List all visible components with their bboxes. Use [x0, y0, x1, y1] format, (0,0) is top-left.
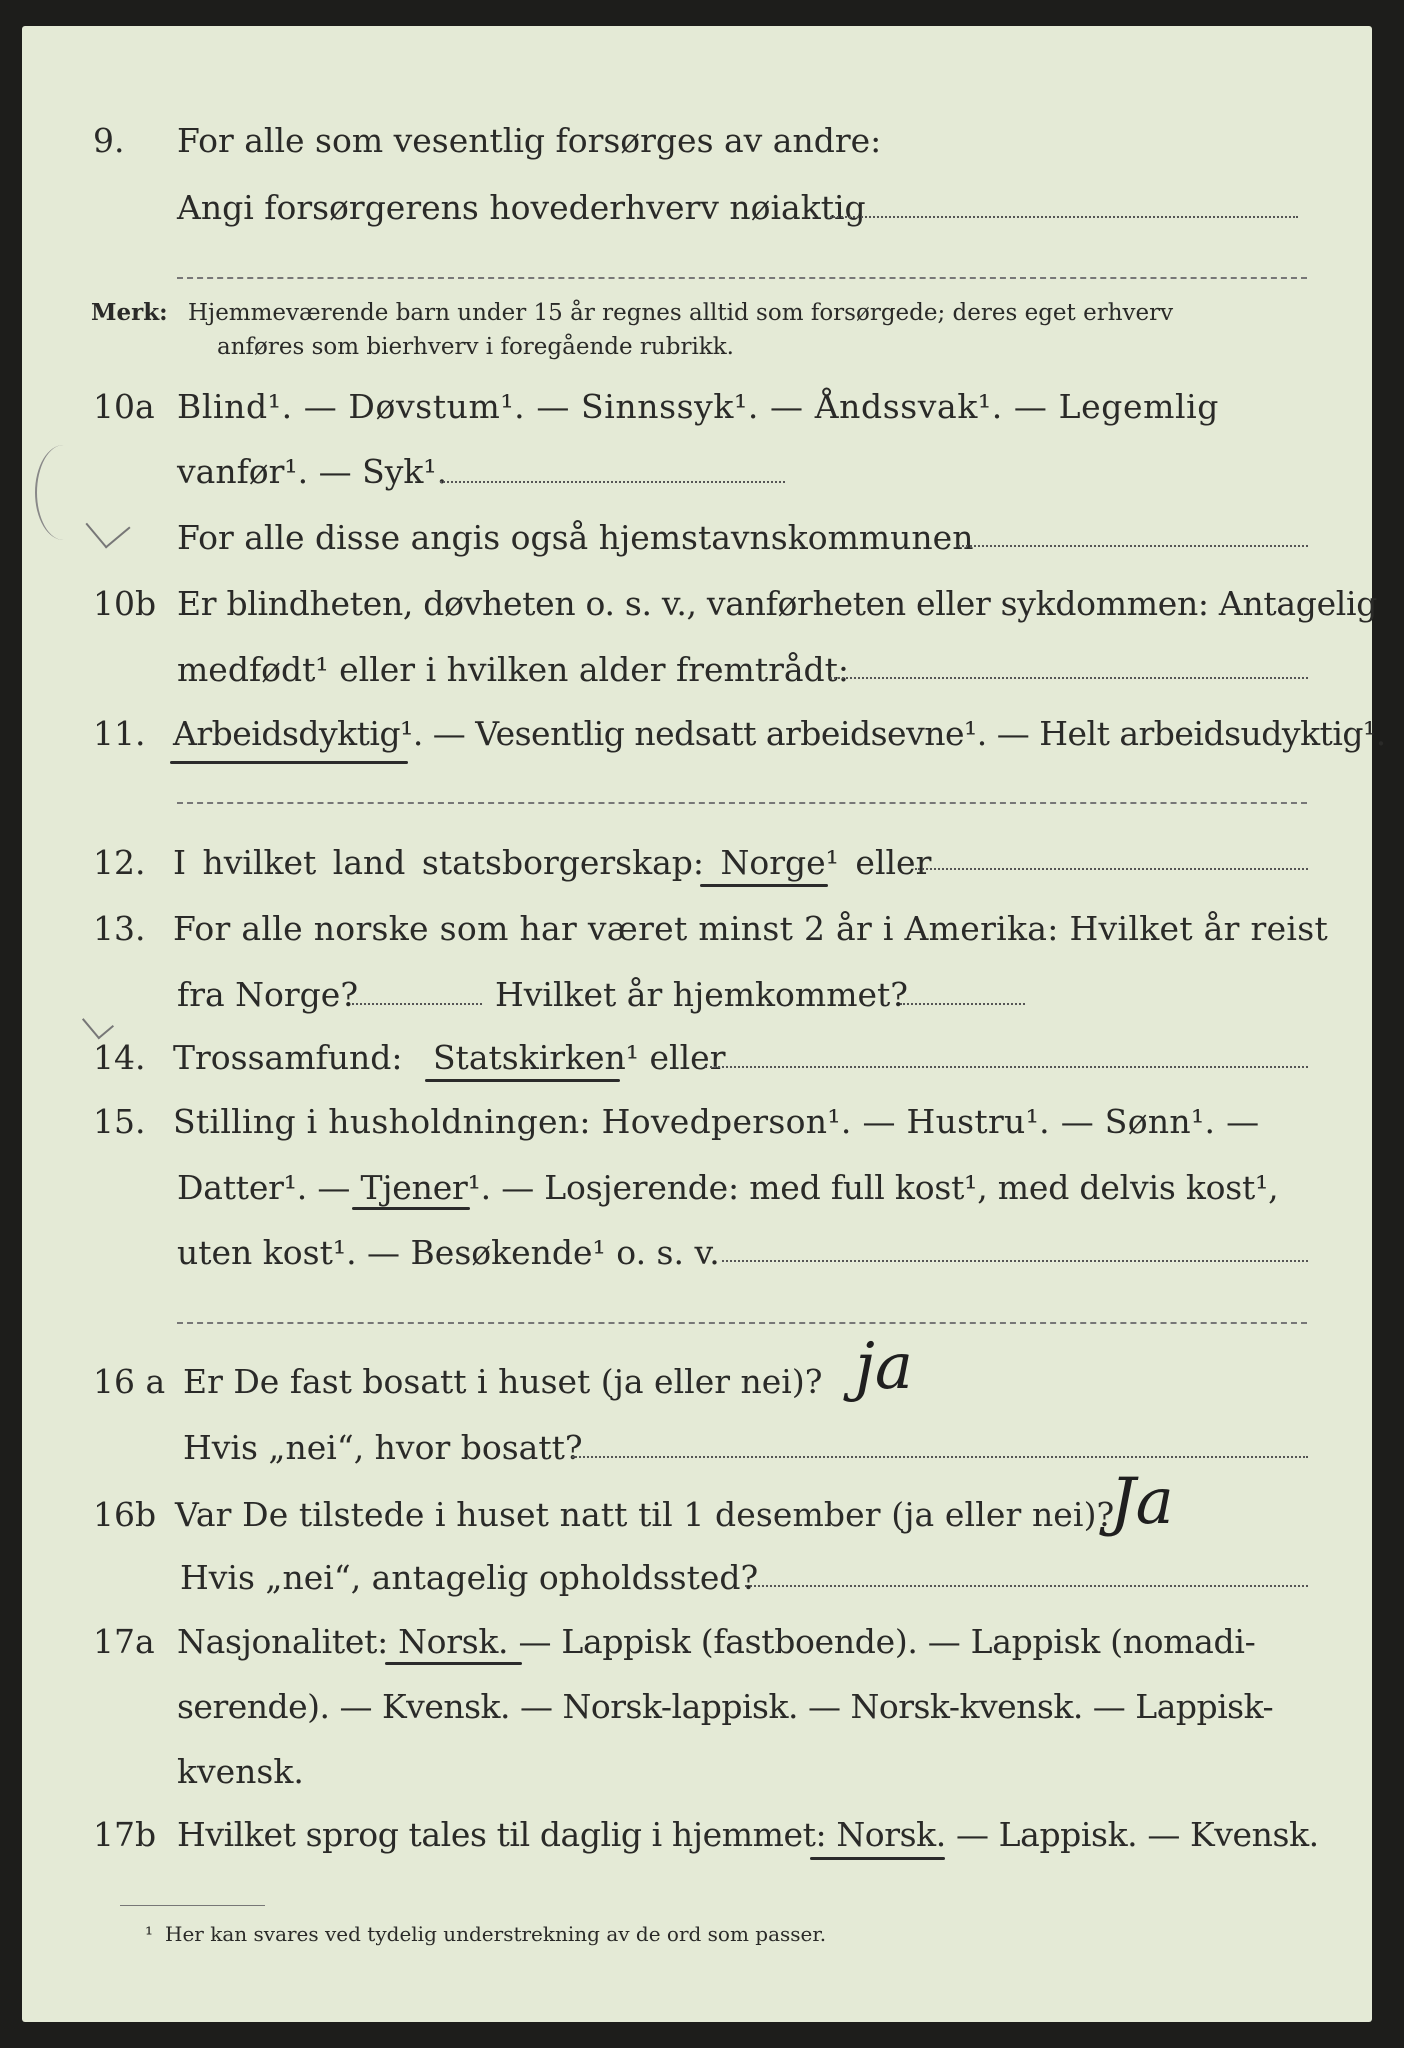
q10a-line2: vanfør¹. — Syk¹.	[177, 452, 448, 491]
footnote	[145, 1922, 826, 1946]
footnote-text: Her kan svares ved tydelig understrekning av de ord som passer.	[165, 1922, 827, 1946]
q15-underlined-answer: Tjener¹	[360, 1168, 481, 1207]
q11-handwritten-underline	[170, 761, 408, 764]
q14-underlined-answer: Statskirken¹	[432, 1038, 640, 1077]
q9-line2: Angi forsørgerens hovederhverv nøiaktig	[177, 188, 866, 227]
q14-fill-line[interactable]	[705, 1066, 1308, 1068]
q15-line3: uten kost¹. — Besøkende¹ o. s. v.	[177, 1233, 720, 1272]
q15-fill-line-2[interactable]	[177, 1322, 1307, 1324]
footnote-mark: ¹	[145, 1922, 154, 1946]
merk-line2: anføres som bierhverv i foregående rubrikk.	[217, 334, 734, 360]
q9-fill-line[interactable]	[830, 216, 1298, 218]
q14-post: eller	[649, 1038, 726, 1077]
q11-fill-line[interactable]	[177, 802, 1307, 804]
q11-underlined-answer: Arbeidsdyktig¹	[173, 714, 413, 753]
q9-number: 9.	[93, 121, 125, 160]
q16a-handwritten-answer: ja	[855, 1330, 913, 1404]
q15-handwritten-underline	[352, 1207, 470, 1210]
q16b-handwritten-answer: Ja	[1110, 1465, 1174, 1539]
q14-handwritten-underline	[425, 1079, 620, 1082]
q16b-fill-line[interactable]	[745, 1585, 1308, 1587]
q10a-hjemstavn-fill[interactable]	[958, 545, 1308, 547]
q17b-handwritten-underline	[810, 1857, 945, 1860]
q10b-fill-line[interactable]	[830, 677, 1308, 679]
q12-underlined-answer: Norge¹	[720, 843, 839, 882]
q13-number: 13.	[93, 909, 146, 948]
q17a-handwritten-underline	[385, 1662, 522, 1665]
q14-line	[173, 1038, 725, 1078]
q17a-underlined-answer: Norsk.	[398, 1622, 509, 1661]
q10a-line1: Blind¹. — Døvstum¹. — Sinnssyk¹. — Åndssvak¹. — Legemlig	[177, 387, 1220, 426]
q15-line2b: . — Losjerende: med full kost¹, med delvis kost¹,	[480, 1168, 1279, 1207]
q16a-number: 16 a	[93, 1362, 166, 1401]
q16a-fill-line[interactable]	[572, 1456, 1308, 1458]
q16a-line1: Er De fast bosatt i huset (ja eller nei)?	[183, 1362, 823, 1401]
q12-fill-line[interactable]	[915, 868, 1308, 870]
q17b-number: 17b	[93, 1815, 157, 1854]
q13-reist-fill[interactable]	[352, 1003, 482, 1005]
q17a-line1	[177, 1622, 1255, 1662]
q13-line2a: fra Norge?	[177, 975, 359, 1014]
q16b-line1: Var De tilstede i huset natt til 1 desember (ja eller nei)?	[175, 1495, 1115, 1534]
q15-line1: Stilling i husholdningen: Hovedperson¹. — Hustru¹. — Sønn¹. —	[173, 1102, 1260, 1141]
q10b-line1: Er blindheten, døvheten o. s. v., vanførheten eller sykdommen: Antagelig	[177, 584, 1378, 623]
q12-post: eller	[855, 843, 932, 882]
q9-line1: For alle som vesentlig forsørges av andre:	[177, 121, 882, 160]
margin-pencil-mark	[35, 445, 92, 540]
q17b-line	[177, 1815, 1319, 1855]
q9-fill-line-2[interactable]	[177, 277, 1307, 279]
q12-pre: I hvilket land statsborgerskap:	[173, 843, 705, 882]
footnote-rule	[120, 1905, 265, 1906]
q17a-line2: serende). — Kvensk. — Norsk-lappisk. — Norsk-kvensk. — Lappisk-	[177, 1687, 1274, 1726]
q13-line1: For alle norske som har været minst 2 år i Amerika: Hvilket år reist	[173, 909, 1329, 948]
q10b-number: 10b	[93, 584, 157, 623]
q12-handwritten-underline	[700, 884, 828, 887]
q14-number: 14.	[93, 1038, 146, 1077]
q12-line	[173, 843, 931, 883]
q17b-post: — Lappisk. — Kvensk.	[955, 1815, 1319, 1854]
q13-hjemkommet-fill[interactable]	[900, 1003, 1025, 1005]
q15-line2a: Datter¹. —	[177, 1168, 351, 1207]
q14-pre: Trossamfund:	[173, 1038, 403, 1077]
q11-rest: . — Vesentlig nedsatt arbeidsevne¹. — Helt arbeidsudyktig¹.	[412, 714, 1386, 753]
q17b-underlined-answer: Norsk.	[836, 1815, 946, 1854]
q17a-post: — Lappisk (fastboende). — Lappisk (nomadi-	[518, 1622, 1256, 1661]
q12-number: 12.	[93, 843, 146, 882]
merk-line1: Hjemmeværende barn under 15 år regnes alltid som forsørgede; deres eget erhverv	[188, 300, 1174, 326]
q16b-number: 16b	[93, 1495, 157, 1534]
q16b-line2: Hvis „nei“, antagelig opholdssted?	[180, 1558, 759, 1597]
q17a-pre: Nasjonalitet:	[177, 1622, 388, 1661]
q17b-pre: Hvilket sprog tales til daglig i hjemmet:	[177, 1815, 827, 1854]
q11-line	[173, 714, 1386, 754]
q15-number: 15.	[93, 1102, 146, 1141]
q10a-fill-line[interactable]	[440, 481, 785, 483]
q11-number: 11.	[93, 714, 146, 753]
q17a-line3: kvensk.	[177, 1752, 304, 1791]
q10b-line2: medfødt¹ eller i hvilken alder fremtrådt:	[177, 650, 850, 689]
q15-fill-line[interactable]	[722, 1260, 1308, 1262]
q15-line2	[177, 1168, 1278, 1208]
q10a-line3: For alle disse angis også hjemstavnskommunen	[177, 518, 974, 557]
q10a-number: 10a	[93, 387, 155, 426]
q13-line2b: Hvilket år hjemkommet?	[495, 975, 908, 1014]
q17a-number: 17a	[93, 1622, 155, 1661]
merk-label: Merk:	[91, 299, 168, 326]
q16a-line2: Hvis „nei“, hvor bosatt?	[183, 1428, 583, 1467]
